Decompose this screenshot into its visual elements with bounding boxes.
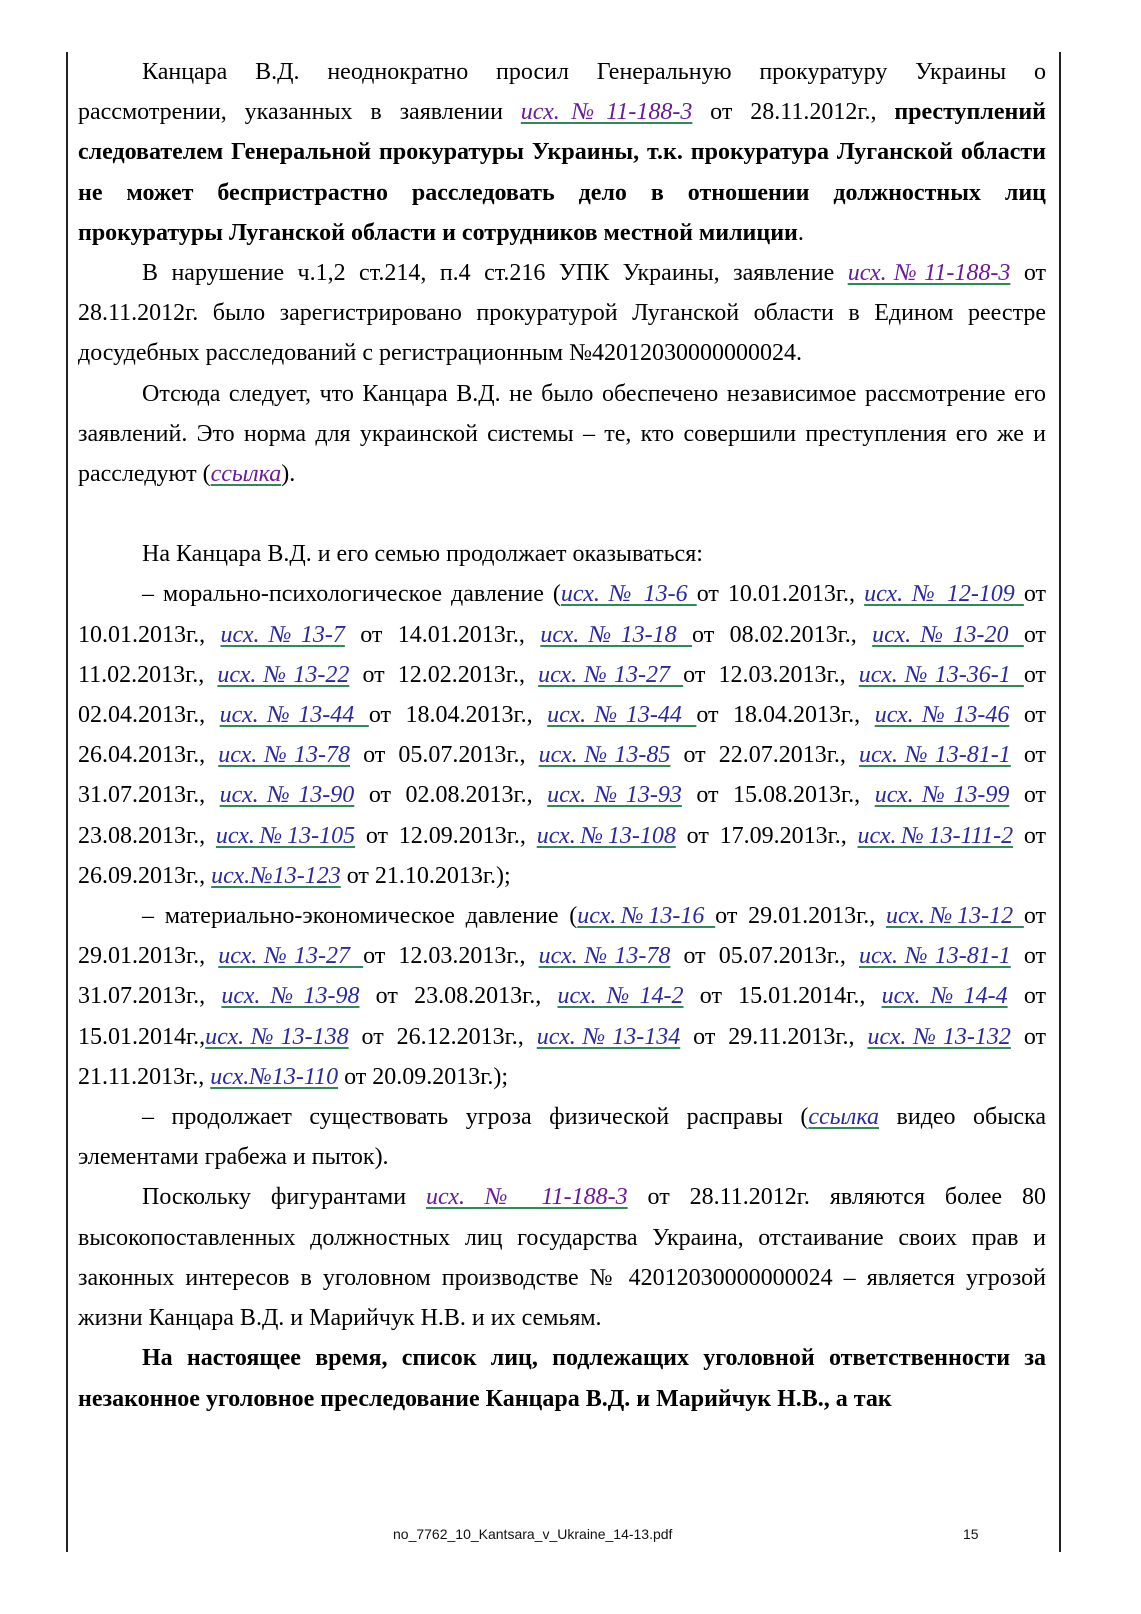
document-link[interactable]: исх.№14-2 [557, 983, 684, 1010]
text-run: от 15.08.2013г., [681, 782, 875, 809]
text-run: от 10.01.2013г., [696, 581, 865, 608]
document-link[interactable]: исх.№13-44 [547, 702, 697, 729]
document-body [78, 52, 1046, 1419]
text-run: от 29.01.2013г., [715, 903, 886, 930]
text-run: от 05.07.2013г., [350, 742, 539, 769]
text-run: от 12.09.2013г., [355, 822, 537, 849]
text-run: видео обыска элементами грабежа и пыток). [78, 1104, 1046, 1171]
document-link[interactable]: ссылка [808, 1104, 880, 1131]
document-link[interactable]: исх.№13-85 [538, 742, 671, 769]
document-link[interactable]: исх.№13-46 [874, 702, 1010, 729]
footer-filename: no_7762_10_Kantsara_v_Ukraine_14-13.pdf [393, 1526, 673, 1542]
text-run: В нарушение ч.1,2 ст.214, п.4 ст.216 УПК Украины, заявление [142, 260, 848, 287]
document-link[interactable]: ссылка [210, 461, 282, 488]
text-run: от 15.01.2014г., [78, 983, 1047, 1050]
document-link[interactable]: исх.№13-81-1 [858, 943, 1011, 970]
text-run: от 18.04.2013г., [696, 702, 875, 729]
document-link[interactable]: исх.№13-7 [220, 621, 345, 648]
text-run: . [797, 219, 804, 246]
text-run: от 31.07.2013г., [78, 943, 1047, 1010]
text-run: от 26.04.2013г., [78, 702, 1047, 769]
document-link[interactable]: исх. № 13-6 [560, 581, 697, 608]
document-link[interactable]: исх.№13-27 [218, 943, 364, 970]
paragraph [78, 1177, 1046, 1338]
text-run: от 15.01.2014г., [683, 983, 882, 1010]
document-link[interactable]: исх.№13-27 [538, 661, 684, 688]
left-margin-rule [66, 52, 68, 1552]
document-link[interactable]: исх.№13-99 [874, 782, 1010, 809]
footer-page-number: 15 [963, 1526, 979, 1542]
text-run: Отсюда следует, что Канцара В.Д. не было обеспечено независимое рассмотрение его заявлений. Это норма для украинской системы – те, кто совершили преступления его же и расследуют ( [78, 380, 1046, 488]
text-run: от 20.09.2013г.); [338, 1063, 509, 1090]
text-run: – морально-психологическое давление ( [142, 581, 561, 608]
text-run: от 12.03.2013г., [683, 661, 859, 688]
document-link[interactable]: исх.№14-4 [881, 983, 1008, 1010]
text-run: от 28.11.2012г. было зарегистрировано прокуратурой Луганской области в Едином реестре досудебных расследований с регистрационным №42012030000000024. [78, 260, 1046, 367]
document-link[interactable]: исх.№13-78 [538, 943, 671, 970]
document-link[interactable]: исх.№13-16 [577, 903, 716, 930]
document-link[interactable]: исх.№13-105 [215, 822, 356, 849]
document-link[interactable]: исх.№13-108 [536, 822, 676, 849]
document-link[interactable]: исх.№13-81-1 [858, 742, 1011, 769]
bold-text: На настоящее время, список лиц, подлежащих уголовной ответственности за незаконное уголовное преследование Канцара В.Д. и Марийчук Н.В., а так [78, 1345, 1046, 1412]
paragraph [78, 1097, 1046, 1177]
text-run: от 17.09.2013г., [675, 822, 858, 849]
document-link[interactable]: исх.№13-138 [205, 1023, 349, 1050]
text-run: от 31.07.2013г., [78, 742, 1047, 809]
text-run: от 26.09.2013г., [78, 822, 1047, 889]
text-run: от 28.11.2012г., [692, 99, 895, 126]
text-run: от 23.08.2013г., [78, 782, 1047, 849]
document-link[interactable]: исх.№13-110 [210, 1063, 339, 1090]
paragraph [78, 374, 1046, 495]
text-run: от 08.02.2013г., [692, 621, 873, 648]
text-run: На Канцара В.Д. и его семью продолжает оказываться: [142, 541, 703, 568]
text-run: от 14.01.2013г., [344, 621, 541, 648]
text-run: от 21.11.2013г., [78, 1023, 1047, 1090]
document-link[interactable]: исх.№13-18 [540, 621, 693, 648]
document-link[interactable]: исх.№13-134 [536, 1023, 681, 1050]
document-link[interactable]: исх.№13-111-2 [857, 822, 1014, 849]
text-run: от 12.03.2013г., [363, 943, 539, 970]
text-run: от 05.07.2013г., [670, 943, 859, 970]
text-run: ). [281, 461, 296, 488]
text-run: Канцара В.Д. неоднократно просил Генеральную прокуратуру Украины о рассмотрении, указанных в заявлении [78, 59, 1046, 126]
text-run: Поскольку фигурантами [142, 1184, 427, 1211]
document-link[interactable]: исх.№13-90 [219, 782, 355, 809]
document-link[interactable]: исх.№13-123 [211, 862, 341, 889]
document-link[interactable]: исх.№11-188-3 [520, 99, 693, 126]
text-run: от 29.11.2013г., [680, 1023, 868, 1050]
document-link[interactable]: исх.№13-132 [867, 1023, 1011, 1050]
text-run: от 22.07.2013г., [670, 742, 859, 769]
document-link[interactable]: исх.№13-78 [218, 742, 351, 769]
text-run: от 18.04.2013г., [368, 702, 548, 729]
paragraph [78, 896, 1046, 1097]
text-run: от 21.10.2013г.); [340, 862, 511, 889]
right-margin-rule [1059, 52, 1061, 1552]
paragraph [78, 574, 1046, 896]
document-link[interactable]: исх.№13-12 [885, 903, 1024, 930]
text-run: от 02.04.2013г., [78, 661, 1047, 729]
text-run: – материально-экономическое давление ( [142, 903, 578, 930]
text-run: от 28.11.2012г. являются более 80 высокопоставленных должностных лиц государства Украина, отстаивание своих прав и законных интересов в уголовном производстве № 42012030000000024 – является угрозой жизни Канцара В.Д. и Марийчук Н.В. и их семьям. [78, 1184, 1047, 1332]
paragraph [78, 253, 1046, 374]
document-link[interactable]: исх.№13-98 [221, 983, 360, 1010]
text-run: от 29.01.2013г., [78, 903, 1047, 970]
document-link[interactable]: исх. № 11-188-3 [426, 1184, 628, 1211]
bold-text: преступлений следователем Генеральной прокуратуры Украины, т.к. прокуратура Луганской области не может беспристрастно расследовать дело в отношении должностных лиц прокуратуры Луганской области и сотрудников местной милиции [78, 99, 1046, 246]
text-run: от 23.08.2013г., [359, 983, 558, 1010]
document-link[interactable]: исх.№13-20 [872, 621, 1024, 648]
text-run: от 02.08.2013г., [354, 782, 548, 809]
paragraph [78, 1338, 1046, 1418]
text-run: – продолжает существовать угроза физической расправы ( [142, 1104, 809, 1131]
text-run: от 10.01.2013г., [78, 581, 1047, 648]
paragraph [78, 534, 1046, 574]
document-link[interactable]: исх.№13-44 [219, 702, 369, 729]
text-run: от 26.12.2013г., [348, 1023, 537, 1050]
document-link[interactable]: исх.№13-22 [217, 661, 350, 688]
document-link[interactable]: исх.№13-36-1 [858, 661, 1024, 688]
paragraph [78, 52, 1046, 253]
document-link[interactable]: исх.№13-93 [547, 782, 682, 809]
text-run: от 12.02.2013г., [349, 661, 539, 688]
document-link[interactable]: исх.№11-188-3 [847, 260, 1011, 287]
document-link[interactable]: исх. № 12-109 [864, 581, 1024, 608]
text-run: от 11.02.2013г., [78, 621, 1047, 688]
